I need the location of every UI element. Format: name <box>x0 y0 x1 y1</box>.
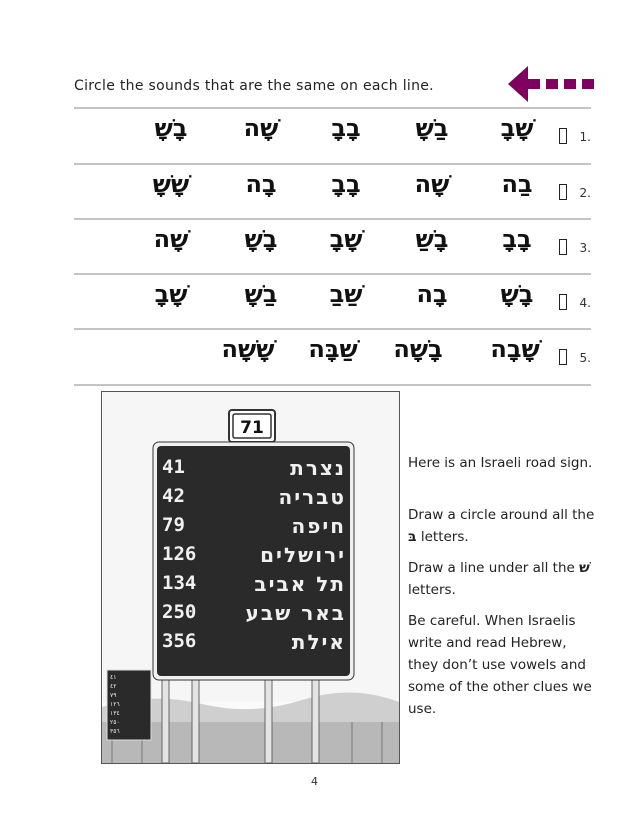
sign-entries <box>162 456 346 659</box>
sign-city: תל אביב <box>254 572 346 596</box>
arrow-dash-3 <box>564 79 576 89</box>
hebrew-syllable[interactable]: בָשָׁ <box>500 280 534 308</box>
checkbox[interactable] <box>559 184 567 200</box>
sign-city: ירושלים <box>260 543 346 567</box>
side-paragraph-2 <box>408 504 598 548</box>
sign-entry <box>162 485 346 514</box>
hebrew-syllable[interactable]: שָׁה <box>153 225 189 253</box>
hebrew-syllable[interactable]: בָה <box>245 170 277 198</box>
checkbox[interactable] <box>559 128 567 144</box>
row-number: 1. <box>579 130 591 144</box>
row-number: 2. <box>579 186 591 200</box>
hebrew-letter: בּ <box>408 529 417 545</box>
sign-entry <box>162 601 346 630</box>
hebrew-syllable[interactable]: שָׁה <box>243 114 279 142</box>
paragraph-text: Be careful. When Israelis write and read Hebrew, they don’t use vowels and some of the other clues we use. <box>408 613 592 717</box>
instruction-text: Circle the sounds that are the same on each line. <box>74 78 434 94</box>
hebrew-syllable[interactable]: שָׁבָ <box>329 225 363 253</box>
small-sign-line: ٢٥٠ <box>110 719 120 726</box>
side-paragraph-1 <box>408 452 598 474</box>
hebrew-syllable[interactable]: שָׁשָׁה <box>221 335 275 363</box>
hebrew-syllable[interactable]: בָשָׁ <box>154 114 188 142</box>
hebrew-syllable[interactable]: שָׁשָׁ <box>152 170 190 198</box>
sign-entry <box>162 514 346 543</box>
checkbox[interactable] <box>559 294 567 310</box>
hebrew-syllable[interactable]: בַשָׁ <box>415 114 449 142</box>
sign-city: אילת <box>291 630 346 654</box>
sign-distance: 250 <box>162 601 197 623</box>
arrow-head <box>508 66 528 102</box>
hebrew-syllable[interactable]: בָבָ <box>331 170 361 198</box>
hebrew-syllable[interactable]: שָׁבָה <box>490 335 540 363</box>
sign-entry <box>162 572 346 601</box>
exercise-row-3 <box>74 219 591 273</box>
paragraph-text: Draw a circle around all the <box>408 507 595 523</box>
hebrew-syllable[interactable]: בָשַׁ <box>415 225 449 253</box>
small-sign-line: ٤٢ <box>110 683 117 690</box>
checkbox[interactable] <box>559 239 567 255</box>
hebrew-syllable[interactable]: בָבָ <box>331 114 361 142</box>
page-number: 4 <box>311 775 318 788</box>
row-number: 4. <box>579 296 591 310</box>
small-sign-line: ٤١ <box>110 674 117 681</box>
arrow-dash-2 <box>546 79 558 89</box>
hebrew-syllable[interactable]: שָׁה <box>414 170 450 198</box>
sign-distance: 42 <box>162 485 185 507</box>
small-sign <box>110 673 148 736</box>
sign-city: נצרת <box>290 456 346 480</box>
sign-distance: 79 <box>162 514 185 536</box>
sign-city: טבריה <box>278 485 346 509</box>
checkbox[interactable] <box>559 349 567 365</box>
side-paragraph-4 <box>408 610 598 720</box>
row-number: 3. <box>579 241 591 255</box>
arrow-dash-4 <box>582 79 594 89</box>
paragraph-text: letters. <box>408 582 456 598</box>
hebrew-syllable[interactable]: שָׁבָ <box>154 280 188 308</box>
small-sign-line: ١٢٦ <box>110 701 120 708</box>
exercise-row-5 <box>74 329 591 383</box>
arrow-left-icon <box>508 66 594 102</box>
hebrew-letter: שׁ <box>579 560 590 576</box>
sign-entry <box>162 630 346 659</box>
small-sign-line: ٣٥٦ <box>110 728 120 735</box>
small-sign-line: ١٣٤ <box>110 710 120 717</box>
sign-distance: 126 <box>162 543 197 565</box>
exercise-row-1 <box>74 108 591 162</box>
arrow-dash-1 <box>528 79 540 89</box>
hebrew-syllable[interactable]: שָׁבָ <box>500 114 534 142</box>
sign-entry <box>162 543 346 572</box>
sign-city: חיפה <box>291 514 346 538</box>
hebrew-syllable[interactable]: בָשָׁ <box>244 225 278 253</box>
hebrew-syllable[interactable]: שַׁבָּה <box>308 335 358 363</box>
hebrew-syllable[interactable]: בָה <box>416 280 448 308</box>
sign-distance: 41 <box>162 456 185 478</box>
sign-distance: 134 <box>162 572 197 594</box>
route-number: 71 <box>240 418 264 438</box>
paragraph-text: Here is an Israeli road sign. <box>408 455 593 471</box>
hebrew-syllable[interactable]: בַה <box>501 170 533 198</box>
paragraph-text: letters. <box>416 529 469 545</box>
row-number: 5. <box>579 351 591 365</box>
divider <box>74 384 591 386</box>
side-paragraph-3 <box>408 557 598 601</box>
exercise-row-4 <box>74 274 591 328</box>
sign-entry <box>162 456 346 485</box>
hebrew-syllable[interactable]: בַשָׁ <box>244 280 278 308</box>
sign-distance: 356 <box>162 630 197 652</box>
exercise-row-2 <box>74 164 591 218</box>
paragraph-text: Draw a line under all the <box>408 560 580 576</box>
hebrew-syllable[interactable]: שַׁבַ <box>329 280 363 308</box>
small-sign-line: ٧٩ <box>110 692 117 699</box>
sign-city: באר שבע <box>245 601 346 625</box>
hebrew-syllable[interactable]: בָבָ <box>502 225 532 253</box>
road-sign-photo <box>101 391 400 764</box>
hebrew-syllable[interactable]: בָשָׁה <box>393 335 443 363</box>
